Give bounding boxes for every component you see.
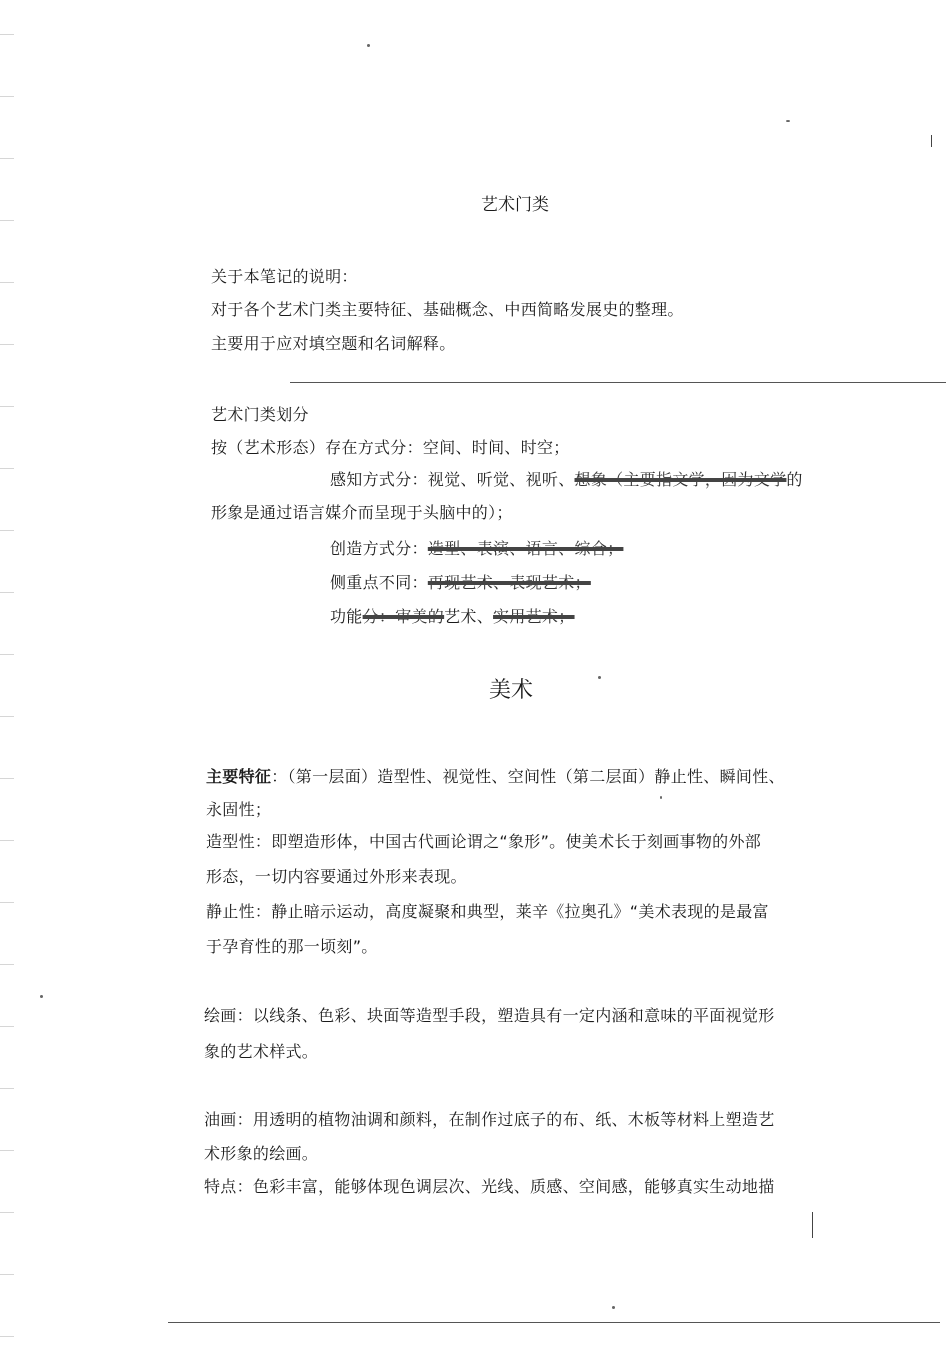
focus-visible-text: 侧重点不同： — [330, 573, 428, 592]
painting-line-2: 象的艺术样式。 — [204, 1042, 319, 1061]
pen-mark — [812, 1212, 813, 1238]
shaping-line-1: 造型性：即塑造形体，中国古代画论谓之“象形”。使美术长于刻画事物的外部 — [206, 832, 762, 851]
classification-line-4 — [330, 536, 623, 559]
scan-speck — [40, 995, 43, 998]
static-line-2: 于孕育性的那一顷刻”。 — [206, 937, 378, 956]
features-continuation: 永固性； — [206, 800, 272, 819]
perception-tail-text: 的 — [786, 470, 803, 489]
function-obscured-text-2: 实用艺术； — [493, 607, 575, 626]
classification-line-2 — [330, 467, 803, 490]
scan-speck — [598, 676, 601, 679]
scan-speck — [612, 1306, 615, 1309]
section-divider — [290, 382, 946, 383]
perception-obscured-text: 想象（主要指文学，因为文学 — [574, 470, 787, 489]
classification-line-3: 形象是通过语言媒介而呈现于头脑中的）； — [211, 503, 513, 522]
oil-painting-line-2: 术形象的绘画。 — [204, 1144, 319, 1163]
scan-edge-marks — [0, 0, 14, 1345]
shaping-line-2: 形态，一切内容要通过外形来表现。 — [206, 867, 467, 886]
classification-line-5 — [330, 570, 591, 593]
oil-painting-line-1: 油画：用透明的植物油调和颜料，在制作过底子的布、纸、木板等材料上塑造艺 — [204, 1110, 775, 1129]
function-obscured-text: 分：审美的 — [362, 607, 445, 626]
focus-obscured-text: 再现艺术、表现艺术； — [427, 573, 591, 592]
classification-heading: 艺术门类划分 — [211, 405, 309, 424]
features-text: ：（第一层面）造型性、视觉性、空间性（第二层面）静止性、瞬间性、 — [271, 767, 785, 786]
intro-line-2: 主要用于应对填空题和名词解释。 — [211, 334, 456, 353]
scan-speck — [786, 120, 790, 122]
classification-line-6 — [330, 604, 575, 627]
scan-speck — [367, 44, 370, 47]
creation-visible-text: 创造方式分： — [330, 539, 428, 558]
section-title: 美术 — [489, 678, 534, 703]
features-label: 主要特征 — [206, 767, 272, 786]
function-tail-text: 艺术、 — [444, 607, 494, 626]
intro-line-1: 对于各个艺术门类主要特征、基础概念、中西简略发展史的整理。 — [211, 300, 684, 319]
function-visible-text: 功能 — [330, 607, 363, 626]
perception-visible-text: 感知方式分：视觉、听觉、视听、 — [330, 470, 575, 489]
oil-painting-line-3: 特点：色彩丰富，能够体现色调层次、光线、质感、空间感，能够真实生动地描 — [204, 1177, 775, 1196]
creation-obscured-text: 造型、表演、语言、综合； — [427, 539, 624, 558]
page-title: 艺术门类 — [481, 195, 549, 215]
classification-line-1: 按（艺术形态）存在方式分：空间、时间、时空； — [211, 438, 570, 457]
scan-speck — [660, 796, 662, 799]
static-line-1: 静止性：静止暗示运动，高度凝聚和典型，莱辛《拉奥孔》“美术表现的是最富 — [206, 902, 769, 921]
intro-heading: 关于本笔记的说明： — [211, 267, 358, 286]
features-line — [206, 764, 785, 787]
bottom-rule — [168, 1322, 940, 1323]
painting-line-1: 绘画：以线条、色彩、块面等造型手段，塑造具有一定内涵和意味的平面视觉形 — [204, 1006, 775, 1025]
pen-mark-top — [931, 135, 932, 147]
